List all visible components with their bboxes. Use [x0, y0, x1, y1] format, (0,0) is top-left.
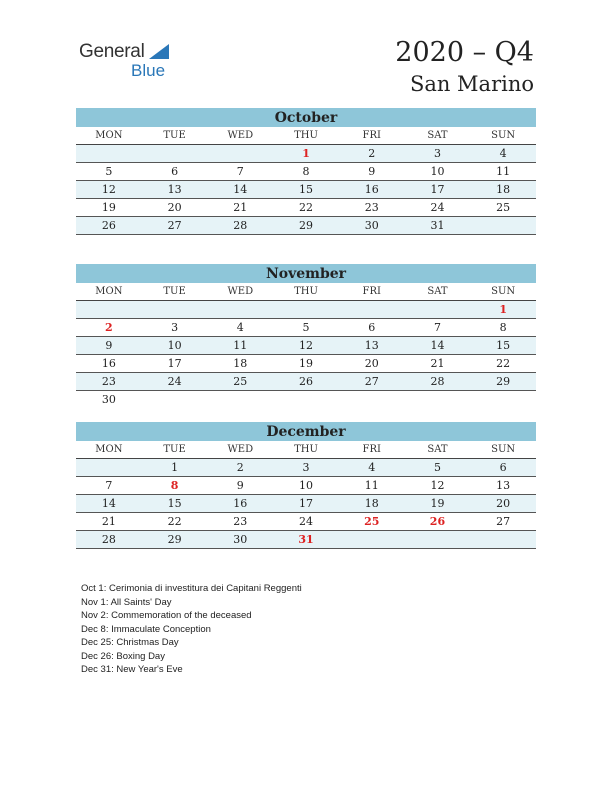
day-cell: 13 — [364, 339, 379, 352]
weekday-label: SUN — [491, 286, 516, 297]
holiday-note: Nov 2: Commemoration of the deceased — [81, 610, 252, 621]
day-cell: 28 — [101, 533, 116, 546]
week-row — [76, 199, 536, 217]
day-cell — [142, 301, 208, 318]
weekday-label: WED — [227, 286, 254, 297]
weekday-label: SAT — [427, 286, 448, 297]
day-cell: 12 — [101, 183, 116, 196]
day-cell: 29 — [167, 533, 182, 546]
day-cell: 3 — [302, 461, 310, 474]
day-cell — [470, 531, 536, 548]
day-cell: 9 — [105, 339, 113, 352]
day-cell: 11 — [233, 339, 248, 352]
day-cell: 23 — [233, 515, 248, 528]
day-cell: 15 — [299, 183, 314, 196]
weekday-label: TUE — [163, 286, 186, 297]
weekday-header-row — [76, 441, 536, 459]
day-cell: 24 — [299, 515, 314, 528]
week-row — [76, 373, 536, 391]
day-cell: 22 — [299, 201, 314, 214]
weekday-label: WED — [227, 444, 254, 455]
day-cell: 2 — [368, 147, 376, 160]
holiday-notes — [81, 582, 302, 677]
day-cell: 31 — [430, 219, 445, 232]
day-cell: 3 — [171, 321, 179, 334]
day-cell: 7 — [105, 479, 113, 492]
quarter-title: 2020 – Q4 — [395, 37, 534, 68]
weekday-label: MON — [95, 286, 123, 297]
day-cell: 24 — [167, 375, 182, 388]
day-cell — [207, 391, 273, 408]
day-cell: 28 — [233, 219, 248, 232]
day-cell: 9 — [368, 165, 376, 178]
holiday-note: Dec 8: Immaculate Conception — [81, 623, 211, 635]
day-cell — [76, 145, 142, 162]
weekday-label: SAT — [427, 130, 448, 141]
weekday-label: MON — [95, 130, 123, 141]
day-cell: 11 — [364, 479, 379, 492]
holiday-note: Nov 1: All Saints' Day — [81, 596, 172, 608]
day-cell: 21 — [101, 515, 116, 528]
day-cell: 2 — [236, 461, 244, 474]
day-cell: 10 — [430, 165, 445, 178]
day-cell: 14 — [233, 183, 248, 196]
page-title — [395, 36, 534, 98]
month-december — [76, 422, 536, 549]
month-header: December — [76, 422, 536, 441]
day-cell: 19 — [101, 201, 116, 214]
week-row — [76, 337, 536, 355]
weekday-label: MON — [95, 444, 123, 455]
weekday-header-row — [76, 283, 536, 301]
day-cell: 27 — [496, 515, 511, 528]
day-cell — [339, 301, 405, 318]
day-cell: 29 — [496, 375, 511, 388]
holiday-day-cell: 31 — [298, 533, 314, 546]
month-header: October — [76, 108, 536, 127]
day-cell: 22 — [496, 357, 511, 370]
day-cell: 9 — [236, 479, 244, 492]
day-cell: 13 — [496, 479, 511, 492]
day-cell: 10 — [167, 339, 182, 352]
day-cell: 20 — [496, 497, 511, 510]
day-cell — [76, 459, 142, 476]
day-cell — [339, 531, 405, 548]
holiday-note: Dec 26: Boxing Day — [81, 650, 165, 662]
day-cell: 18 — [496, 183, 511, 196]
day-cell: 30 — [364, 219, 379, 232]
day-cell — [405, 531, 471, 548]
week-row — [76, 531, 536, 549]
day-cell: 29 — [299, 219, 314, 232]
week-row — [76, 391, 536, 408]
day-cell: 30 — [233, 533, 248, 546]
day-cell — [76, 301, 142, 318]
day-cell: 19 — [430, 497, 445, 510]
day-cell: 12 — [430, 479, 445, 492]
logo-general-text: General — [79, 41, 145, 62]
country-title: San Marino — [409, 72, 534, 96]
day-cell: 18 — [364, 497, 379, 510]
holiday-day-cell: 26 — [429, 515, 446, 528]
day-cell — [405, 301, 471, 318]
month-header: November — [76, 264, 536, 283]
weekday-label: FRI — [362, 130, 381, 141]
day-cell — [273, 391, 339, 408]
day-cell: 20 — [167, 201, 182, 214]
day-cell: 11 — [496, 165, 511, 178]
day-cell: 4 — [368, 461, 376, 474]
holiday-day-cell: 2 — [105, 321, 113, 334]
holiday-day-cell: 8 — [170, 479, 179, 492]
day-cell: 8 — [302, 165, 310, 178]
week-row — [76, 459, 536, 477]
day-cell: 24 — [430, 201, 445, 214]
day-cell — [470, 391, 536, 408]
weekday-label: FRI — [362, 286, 381, 297]
day-cell: 6 — [171, 165, 179, 178]
logo-triangle-icon — [149, 44, 169, 59]
day-cell — [470, 217, 536, 234]
weekday-label: SUN — [491, 444, 516, 455]
day-cell: 10 — [299, 479, 314, 492]
holiday-note: Dec 25: Christmas Day — [81, 637, 179, 648]
day-cell: 25 — [233, 375, 248, 388]
holiday-note: Dec 31: New Year's Eve — [81, 664, 183, 675]
week-row — [76, 181, 536, 199]
day-cell: 6 — [499, 461, 507, 474]
weekday-label: TUE — [163, 444, 186, 455]
weekday-label: TUE — [163, 130, 186, 141]
day-cell: 1 — [171, 461, 179, 474]
week-row — [76, 513, 536, 531]
day-cell — [273, 301, 339, 318]
day-cell: 3 — [433, 147, 441, 160]
day-cell: 15 — [167, 497, 182, 510]
day-cell — [405, 391, 471, 408]
day-cell: 4 — [236, 321, 244, 334]
holiday-day-cell: 1 — [302, 147, 310, 160]
week-row — [76, 477, 536, 495]
day-cell: 4 — [499, 147, 507, 160]
day-cell: 21 — [233, 201, 248, 214]
day-cell: 23 — [364, 201, 379, 214]
day-cell: 14 — [101, 497, 116, 510]
day-cell: 12 — [299, 339, 314, 352]
day-cell — [207, 301, 273, 318]
holiday-day-cell: 25 — [364, 515, 380, 528]
week-row — [76, 301, 536, 319]
logo-blue-text: Blue — [131, 61, 166, 80]
weekday-label: THU — [294, 130, 318, 141]
holiday-day-cell: 1 — [499, 303, 507, 316]
day-cell: 13 — [167, 183, 182, 196]
day-cell: 14 — [430, 339, 445, 352]
holiday-note: Oct 1: Cerimonia di investitura dei Capitani Reggenti — [81, 583, 302, 594]
weekday-label: WED — [227, 130, 254, 141]
day-cell: 5 — [433, 461, 441, 474]
day-cell: 27 — [167, 219, 182, 232]
month-november — [76, 264, 536, 408]
week-row — [76, 495, 536, 513]
week-row — [76, 319, 536, 337]
day-cell: 22 — [167, 515, 182, 528]
day-cell: 25 — [496, 201, 511, 214]
weekday-label: SUN — [491, 130, 516, 141]
weekday-label: FRI — [362, 444, 381, 455]
week-row — [76, 145, 536, 163]
day-cell: 28 — [430, 375, 445, 388]
day-cell: 17 — [430, 183, 445, 196]
day-cell: 26 — [299, 375, 314, 388]
day-cell: 5 — [105, 165, 113, 178]
day-cell: 5 — [302, 321, 310, 334]
day-cell: 7 — [433, 321, 441, 334]
weekday-label: SAT — [427, 444, 448, 455]
week-row — [76, 163, 536, 181]
day-cell: 30 — [101, 393, 116, 406]
week-row — [76, 217, 536, 235]
weekday-header-row — [76, 127, 536, 145]
day-cell — [207, 145, 273, 162]
day-cell: 21 — [430, 357, 445, 370]
day-cell: 6 — [368, 321, 376, 334]
day-cell: 20 — [364, 357, 379, 370]
day-cell: 8 — [499, 321, 507, 334]
day-cell: 23 — [101, 375, 116, 388]
day-cell: 27 — [364, 375, 379, 388]
day-cell: 7 — [236, 165, 244, 178]
day-cell — [142, 145, 208, 162]
weekday-label: THU — [294, 444, 318, 455]
day-cell — [339, 391, 405, 408]
day-cell: 15 — [496, 339, 511, 352]
day-cell: 26 — [101, 219, 116, 232]
day-cell: 16 — [233, 497, 248, 510]
day-cell: 17 — [299, 497, 314, 510]
day-cell: 18 — [233, 357, 248, 370]
day-cell: 16 — [364, 183, 379, 196]
month-october — [76, 108, 536, 235]
logo — [79, 42, 165, 79]
day-cell: 19 — [299, 357, 314, 370]
day-cell: 17 — [167, 357, 182, 370]
day-cell: 16 — [101, 357, 116, 370]
weekday-label: THU — [294, 286, 318, 297]
day-cell — [142, 391, 208, 408]
week-row — [76, 355, 536, 373]
